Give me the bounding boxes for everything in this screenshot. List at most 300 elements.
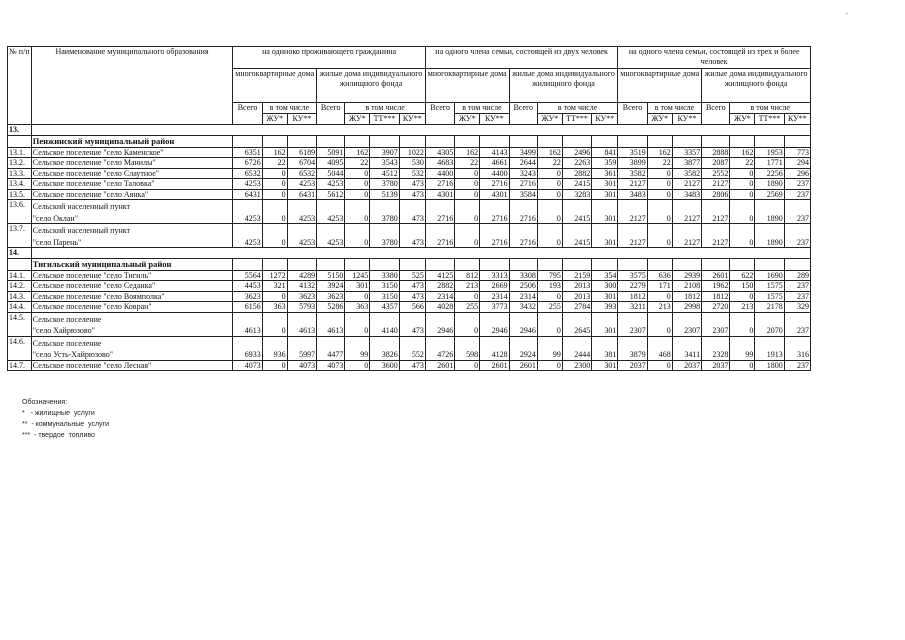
value-cell: 3380	[370, 270, 399, 281]
value-cell: 237	[784, 224, 810, 248]
value-cell: 0	[262, 189, 287, 200]
value-cell: 2070	[755, 312, 784, 336]
value-cell: 2314	[509, 291, 537, 302]
value-cell: 4143	[480, 147, 509, 158]
row-number: 13.6.	[8, 200, 32, 224]
value-cell: 2013	[562, 281, 591, 292]
row-number-empty	[8, 135, 32, 147]
header-tt: ТТ***	[370, 114, 399, 125]
empty-cell	[784, 135, 810, 147]
header-ku: КУ**	[287, 114, 316, 125]
value-cell: 473	[399, 224, 425, 248]
row-number: 14.2.	[8, 281, 32, 292]
value-cell: 2716	[480, 200, 509, 224]
value-cell: 566	[399, 302, 425, 313]
value-cell: 6704	[287, 158, 316, 169]
header-including: в том числе	[730, 103, 811, 114]
empty-cell	[672, 258, 701, 270]
row-number-empty	[8, 258, 32, 270]
value-cell: 3575	[618, 270, 647, 281]
row-number: 14.3.	[8, 291, 32, 302]
value-cell: 255	[537, 302, 562, 313]
value-cell: 4128	[480, 336, 509, 360]
row-number: 13.1.	[8, 147, 32, 158]
value-cell: 2415	[562, 179, 591, 190]
value-cell: 4613	[233, 312, 262, 336]
empty-cell	[233, 258, 262, 270]
empty-cell	[730, 135, 755, 147]
value-cell: 301	[345, 281, 370, 292]
legend-item: ** - коммунальные услуги	[22, 421, 109, 428]
header-no: № п/п	[8, 47, 32, 125]
value-cell: 0	[537, 291, 562, 302]
header-name: Наименование муниципального образования	[31, 47, 233, 125]
row-number: 13.7.	[8, 224, 32, 248]
value-cell: 22	[537, 158, 562, 169]
value-cell: 468	[647, 336, 672, 360]
value-cell: 5091	[317, 147, 345, 158]
value-cell: 1690	[755, 270, 784, 281]
district-row	[8, 125, 811, 136]
value-cell: 2644	[509, 158, 537, 169]
value-cell: 530	[399, 158, 425, 169]
value-cell: 2159	[562, 270, 591, 281]
empty-cell	[287, 258, 316, 270]
value-cell: 237	[784, 360, 810, 371]
value-cell: 2496	[562, 147, 591, 158]
value-cell: 99	[730, 336, 755, 360]
value-cell: 0	[455, 291, 480, 302]
row-number: 14.1.	[8, 270, 32, 281]
value-cell: 0	[262, 168, 287, 179]
value-cell: 2601	[480, 360, 509, 371]
value-cell: 3773	[480, 302, 509, 313]
header-including: в том числе	[262, 103, 316, 114]
value-cell: 532	[399, 168, 425, 179]
value-cell: 0	[730, 179, 755, 190]
table-row	[8, 360, 811, 371]
value-cell: 6532	[233, 168, 262, 179]
legend-item: *** - твердое топливо	[22, 432, 95, 439]
value-cell: 361	[592, 168, 618, 179]
header-zhu: ЖУ*	[647, 114, 672, 125]
value-cell: 237	[784, 312, 810, 336]
value-cell: 473	[399, 189, 425, 200]
header-including: в том числе	[455, 103, 509, 114]
empty-cell	[730, 258, 755, 270]
empty-cell	[370, 135, 399, 147]
value-cell: 2127	[672, 179, 701, 190]
value-cell: 3543	[370, 158, 399, 169]
header-ku: КУ**	[592, 114, 618, 125]
value-cell: 4253	[233, 179, 262, 190]
row-number: 14.	[8, 248, 32, 259]
row-number: 14.6.	[8, 336, 32, 360]
value-cell: 4477	[317, 336, 345, 360]
header-izhs: жилые дома индивидуального жилищного фонда	[702, 69, 811, 103]
header-including: в том числе	[537, 103, 617, 114]
value-cell: 2601	[509, 360, 537, 371]
empty-cell	[287, 135, 316, 147]
value-cell: 3584	[509, 189, 537, 200]
value-cell: 3308	[509, 270, 537, 281]
value-cell: 162	[537, 147, 562, 158]
value-cell: 2601	[702, 270, 730, 281]
value-cell: 5997	[287, 336, 316, 360]
header-ku: КУ**	[784, 114, 810, 125]
value-cell: 0	[262, 312, 287, 336]
value-cell: 2127	[618, 224, 647, 248]
table-row	[8, 302, 811, 313]
header-group-two: на одного члена семьи, состоящей из двух человек	[425, 47, 618, 69]
legend-title: Обозначения:	[22, 399, 68, 406]
settlement-name: Сельское поселение "село Седанка"	[31, 281, 233, 292]
header-izhs: жилые дома индивидуального жилищного фонда	[509, 69, 618, 103]
empty-cell	[755, 258, 784, 270]
legend	[22, 397, 109, 441]
empty-cell	[647, 258, 672, 270]
value-cell: 4253	[233, 224, 262, 248]
value-cell: 1575	[755, 291, 784, 302]
empty-cell	[425, 135, 454, 147]
value-cell: 0	[730, 312, 755, 336]
value-cell: 4683	[425, 158, 454, 169]
value-cell: 0	[455, 200, 480, 224]
settlement-name: Сельское поселение "село Тигиль"	[31, 270, 233, 281]
row-number: 13.5.	[8, 189, 32, 200]
value-cell: 359	[592, 158, 618, 169]
header-tt: ТТ***	[755, 114, 784, 125]
value-cell: 6431	[287, 189, 316, 200]
empty-cell	[317, 258, 345, 270]
value-cell: 6189	[287, 147, 316, 158]
settlement-name: Сельское поселение	[31, 336, 233, 348]
value-cell: 99	[537, 336, 562, 360]
value-cell: 4140	[370, 312, 399, 336]
value-cell: 22	[647, 158, 672, 169]
value-cell: 4661	[480, 158, 509, 169]
value-cell: 0	[647, 224, 672, 248]
value-cell: 393	[592, 302, 618, 313]
empty-cell	[370, 258, 399, 270]
value-cell: 294	[784, 158, 810, 169]
value-cell: 2263	[562, 158, 591, 169]
table-row	[8, 158, 811, 169]
district-name: Пенжинский муниципальный район	[31, 135, 233, 147]
header-including: в том числе	[647, 103, 701, 114]
value-cell: 2127	[672, 224, 701, 248]
empty-cell	[618, 258, 647, 270]
value-cell: 2720	[702, 302, 730, 313]
value-cell: 936	[262, 336, 287, 360]
value-cell: 0	[537, 189, 562, 200]
value-cell: 237	[784, 179, 810, 190]
value-cell: 4253	[317, 179, 345, 190]
value-cell: 473	[399, 200, 425, 224]
value-cell: 473	[399, 360, 425, 371]
row-number: 14.7.	[8, 360, 32, 371]
settlement-name: "село Усть-Хайрюзово"	[31, 348, 233, 360]
value-cell: 6156	[233, 302, 262, 313]
table-row	[8, 281, 811, 292]
value-cell: 5286	[317, 302, 345, 313]
table-row	[8, 189, 811, 200]
settlement-name: "село Оклан"	[31, 212, 233, 224]
value-cell: 0	[647, 360, 672, 371]
value-cell: 301	[592, 312, 618, 336]
empty-cell	[233, 135, 262, 147]
value-cell: 2108	[672, 281, 701, 292]
table-row	[8, 168, 811, 179]
value-cell: 3150	[370, 291, 399, 302]
value-cell: 22	[455, 158, 480, 169]
header-including: в том числе	[345, 103, 425, 114]
value-cell: 4613	[287, 312, 316, 336]
district-row	[8, 258, 811, 270]
empty-cell	[592, 258, 618, 270]
value-cell: 4301	[425, 189, 454, 200]
value-cell: 2415	[562, 224, 591, 248]
value-cell: 3411	[672, 336, 701, 360]
value-cell: 4028	[425, 302, 454, 313]
settlement-name: Сельское поселение "село Воямполка"	[31, 291, 233, 302]
header-total: Всего	[317, 103, 345, 125]
value-cell: 1575	[755, 281, 784, 292]
value-cell: 150	[730, 281, 755, 292]
header-total: Всего	[509, 103, 537, 125]
value-cell: 4301	[480, 189, 509, 200]
table-row	[8, 200, 811, 212]
value-cell: 1245	[345, 270, 370, 281]
empty-cell	[509, 258, 537, 270]
value-cell: 0	[730, 224, 755, 248]
header-tt: ТТ***	[562, 114, 591, 125]
table-row	[8, 179, 811, 190]
header-total: Всего	[425, 103, 454, 125]
value-cell: 2307	[618, 312, 647, 336]
value-cell: 213	[647, 302, 672, 313]
value-cell: 0	[262, 179, 287, 190]
value-cell: 3313	[480, 270, 509, 281]
header-zhu: ЖУ*	[730, 114, 755, 125]
value-cell: 0	[345, 200, 370, 224]
value-cell: 4453	[233, 281, 262, 292]
value-cell: 5150	[317, 270, 345, 281]
value-cell: 0	[455, 224, 480, 248]
value-cell: 3899	[618, 158, 647, 169]
value-cell: 363	[262, 302, 287, 313]
value-cell: 552	[399, 336, 425, 360]
value-cell: 0	[455, 189, 480, 200]
value-cell: 2716	[480, 224, 509, 248]
row-number: 13.2.	[8, 158, 32, 169]
settlement-name: Сельское поселение	[31, 312, 233, 324]
value-cell: 4512	[370, 168, 399, 179]
empty-cell	[455, 258, 480, 270]
value-cell: 0	[262, 224, 287, 248]
value-cell: 3150	[370, 281, 399, 292]
empty-cell	[345, 135, 370, 147]
value-cell: 193	[537, 281, 562, 292]
value-cell: 2127	[618, 200, 647, 224]
empty-cell	[672, 135, 701, 147]
value-cell: 1913	[755, 336, 784, 360]
value-cell: 4253	[317, 224, 345, 248]
value-cell: 636	[647, 270, 672, 281]
row-number: 13.4.	[8, 179, 32, 190]
empty-cell	[647, 135, 672, 147]
value-cell: 296	[784, 168, 810, 179]
value-cell: 3483	[672, 189, 701, 200]
header-izhs: жилые дома индивидуального жилищного фонда	[317, 69, 426, 103]
value-cell: 2924	[509, 336, 537, 360]
value-cell: 812	[455, 270, 480, 281]
value-cell: 3879	[618, 336, 647, 360]
empty-cell	[784, 258, 810, 270]
header-group-three: на одного члена семьи, состоящей из трех и более человек	[618, 47, 811, 69]
value-cell: 2444	[562, 336, 591, 360]
value-cell: 6431	[233, 189, 262, 200]
district-row	[8, 135, 811, 147]
empty-cell	[537, 135, 562, 147]
value-cell: 4073	[287, 360, 316, 371]
value-cell: 4132	[287, 281, 316, 292]
empty-cell	[702, 258, 730, 270]
settlement-name: Сельское поселение "село Каменское"	[31, 147, 233, 158]
value-cell: 2716	[509, 179, 537, 190]
header-total: Всего	[233, 103, 262, 125]
table-row	[8, 336, 811, 348]
value-cell: 0	[730, 168, 755, 179]
row-number: 14.4.	[8, 302, 32, 313]
value-cell: 2716	[480, 179, 509, 190]
value-cell: 4400	[480, 168, 509, 179]
value-cell: 0	[647, 168, 672, 179]
header-zhu: ЖУ*	[345, 114, 370, 125]
value-cell: 2127	[702, 200, 730, 224]
value-cell: 4253	[287, 179, 316, 190]
header-total: Всего	[702, 103, 730, 125]
value-cell: 237	[784, 189, 810, 200]
value-cell: 2087	[702, 158, 730, 169]
value-cell: 301	[592, 200, 618, 224]
value-cell: 1812	[618, 291, 647, 302]
value-cell: 2888	[702, 147, 730, 158]
value-cell: 1890	[755, 179, 784, 190]
empty-cell	[262, 135, 287, 147]
value-cell: 0	[537, 360, 562, 371]
value-cell: 841	[592, 147, 618, 158]
value-cell: 3623	[317, 291, 345, 302]
value-cell: 2946	[509, 312, 537, 336]
value-cell: 0	[455, 312, 480, 336]
value-cell: 162	[455, 147, 480, 158]
value-cell: 0	[345, 224, 370, 248]
value-cell: 22	[262, 158, 287, 169]
value-cell: 171	[647, 281, 672, 292]
value-cell: 2806	[702, 189, 730, 200]
district-name: Тигильский муниципальный район	[31, 258, 233, 270]
value-cell: 0	[262, 360, 287, 371]
value-cell: 3499	[509, 147, 537, 158]
header-mkd: многоквартирные дома	[618, 69, 702, 103]
value-cell: 3877	[672, 158, 701, 169]
value-cell: 4253	[317, 200, 345, 224]
settlement-name: Сельское поселение "село Лесная"	[31, 360, 233, 371]
tariff-table	[7, 46, 811, 371]
value-cell: 0	[647, 189, 672, 200]
value-cell: 301	[592, 179, 618, 190]
value-cell: 473	[399, 312, 425, 336]
value-cell: 3519	[618, 147, 647, 158]
value-cell: 3582	[618, 168, 647, 179]
value-cell: 2307	[702, 312, 730, 336]
value-cell: 3826	[370, 336, 399, 360]
value-cell: 3623	[233, 291, 262, 302]
value-cell: 0	[455, 360, 480, 371]
header-ku: КУ**	[672, 114, 701, 125]
empty-cell	[562, 258, 591, 270]
settlement-name: Сельское поселение "село Аянка"	[31, 189, 233, 200]
value-cell: 2569	[755, 189, 784, 200]
value-cell: 2314	[480, 291, 509, 302]
value-cell: 3283	[562, 189, 591, 200]
value-cell: 3211	[618, 302, 647, 313]
table-row	[8, 224, 811, 236]
value-cell: 2415	[562, 200, 591, 224]
empty-cell	[592, 135, 618, 147]
value-cell: 5612	[317, 189, 345, 200]
value-cell: 316	[784, 336, 810, 360]
value-cell: 0	[537, 200, 562, 224]
value-cell: 2946	[480, 312, 509, 336]
value-cell: 2300	[562, 360, 591, 371]
header-zhu: ЖУ*	[537, 114, 562, 125]
value-cell: 2328	[702, 336, 730, 360]
value-cell: 3483	[618, 189, 647, 200]
value-cell: 0	[537, 312, 562, 336]
value-cell: 162	[345, 147, 370, 158]
settlement-name: Сельский населенный пункт	[31, 200, 233, 212]
header-ku: КУ**	[480, 114, 509, 125]
settlement-name: Сельский населенный пункт	[31, 224, 233, 236]
value-cell: 6933	[233, 336, 262, 360]
empty-cell	[562, 135, 591, 147]
value-cell: 2178	[755, 302, 784, 313]
value-cell: 0	[647, 200, 672, 224]
empty-cell	[262, 258, 287, 270]
empty-cell	[455, 135, 480, 147]
header-mkd: многоквартирные дома	[233, 69, 317, 103]
value-cell: 3907	[370, 147, 399, 158]
value-cell: 255	[455, 302, 480, 313]
value-cell: 162	[647, 147, 672, 158]
value-cell: 3243	[509, 168, 537, 179]
settlement-name: "село Парень"	[31, 236, 233, 248]
value-cell: 473	[399, 291, 425, 302]
value-cell: 1812	[672, 291, 701, 302]
value-cell: 1800	[755, 360, 784, 371]
value-cell: 6351	[233, 147, 262, 158]
value-cell: 1953	[755, 147, 784, 158]
value-cell: 2716	[509, 224, 537, 248]
value-cell: 4073	[233, 360, 262, 371]
value-cell: 289	[784, 270, 810, 281]
value-cell: 3623	[287, 291, 316, 302]
value-cell: 354	[592, 270, 618, 281]
value-cell: 3780	[370, 200, 399, 224]
header-zhu: ЖУ*	[455, 114, 480, 125]
